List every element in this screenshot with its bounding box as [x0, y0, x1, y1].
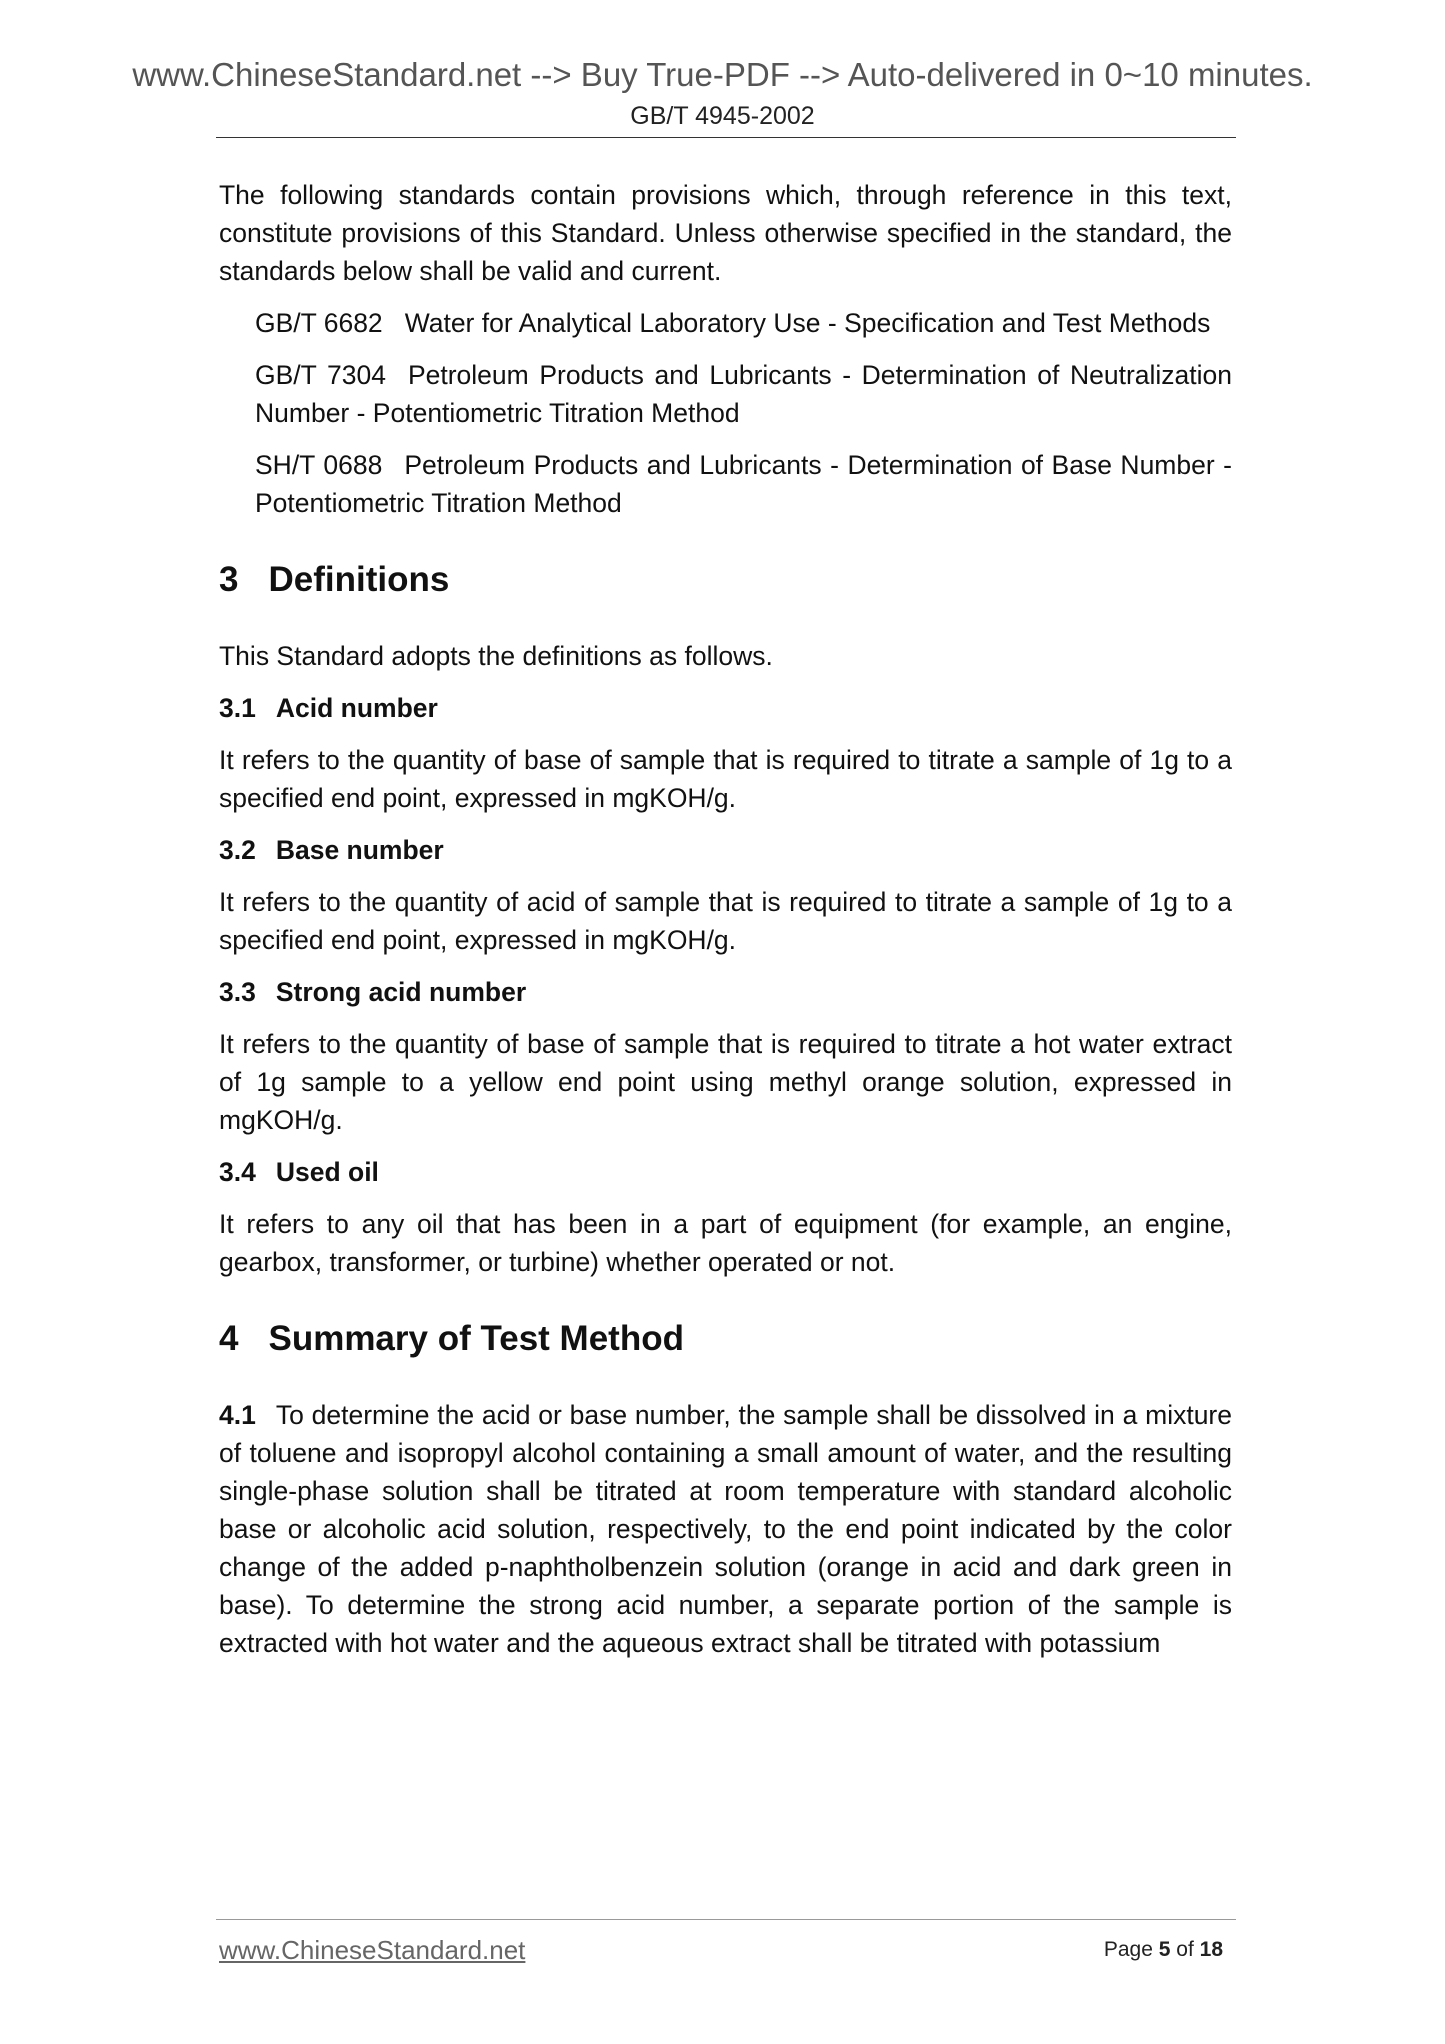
- reference-title: Petroleum Products and Lubricants - Determination of Neutralization Number - Potentiometric Titration Method: [255, 360, 1232, 428]
- reference-code: SH/T 0688: [255, 450, 383, 480]
- definition-number: 3.3: [219, 977, 256, 1007]
- definition-text: It refers to the quantity of acid of sample that is required to titrate a sample of 1g to a specified end point, expressed in mgKOH/g.: [219, 887, 1232, 955]
- header-divider: [216, 137, 1236, 138]
- definition-heading: [219, 689, 1232, 727]
- definition-term: Strong acid number: [275, 977, 527, 1007]
- section-number: 4: [219, 1319, 239, 1358]
- section-heading: [219, 1318, 1232, 1360]
- page-label: Page: [1103, 1938, 1153, 1961]
- header-banner[interactable]: www.ChineseStandard.net --> Buy True-PDF --> Auto-delivered in 0~10 minutes.: [132, 56, 1313, 93]
- reference-code: GB/T 7304: [255, 360, 386, 390]
- page-current: 5: [1158, 1938, 1171, 1961]
- definition-number: 3.4: [219, 1157, 256, 1187]
- definition-number: 3.1: [219, 693, 256, 723]
- reference-item: [255, 356, 1232, 432]
- page-body: [219, 176, 1232, 1662]
- definition-term: Used oil: [275, 1157, 379, 1187]
- definition-term: Acid number: [275, 693, 438, 723]
- definition-text: It refers to any oil that has been in a part of equipment (for example, an engine, gearbox, transformer, or turbine) whether operated or not.: [219, 1209, 1232, 1277]
- footer-divider: [216, 1919, 1236, 1920]
- section-intro: This Standard adopts the definitions as follows.: [219, 641, 773, 671]
- definition-text: It refers to the quantity of base of sample that is required to titrate a sample of 1g to a specified end point, expressed in mgKOH/g.: [219, 745, 1232, 813]
- section-title: Definitions: [268, 560, 450, 599]
- method-paragraph: [219, 1396, 1232, 1662]
- footer-website-link[interactable]: www.ChineseStandard.net: [219, 1935, 526, 1965]
- definition-number: 3.2: [219, 835, 256, 865]
- standard-code: GB/T 4945-2002: [630, 102, 815, 130]
- definition-text: It refers to the quantity of base of sample that is required to titrate a hot water extract of 1g sample to a yellow end point using methyl orange solution, expressed in mgKOH/g.: [219, 1029, 1232, 1135]
- section-number: 3: [219, 560, 239, 599]
- page-of-label: of: [1176, 1938, 1194, 1961]
- definition-heading: [219, 973, 1232, 1011]
- page-number: [1104, 1938, 1223, 1962]
- page-total: 18: [1199, 1938, 1223, 1961]
- section-title: Summary of Test Method: [268, 1319, 684, 1358]
- reference-item: [255, 446, 1232, 522]
- definition-heading: [219, 831, 1232, 869]
- intro-paragraph: The following standards contain provisions which, through reference in this text, constitute provisions of this Standard. Unless otherwise specified in the standard, the standards below shall be valid and current.: [219, 180, 1232, 286]
- reference-title: Petroleum Products and Lubricants - Determination of Base Number - Potentiometric Titration Method: [255, 450, 1233, 518]
- paragraph-text: To determine the acid or base number, the sample shall be dissolved in a mixture of toluene and isopropyl alcohol containing a small amount of water, and the resulting single-phase solution shall be titrated at room temperature with standard alcoholic base or alcoholic acid solution, respectively, to the end point indicated by the color change of the added p-naphtholbenzein solution (orange in acid and dark green in base). To determine the strong acid number, a separate portion of the sample is extracted with hot water and the aqueous extract shall be titrated with potassium: [219, 1400, 1232, 1658]
- definition-heading: [219, 1153, 1232, 1191]
- definition-term: Base number: [275, 835, 444, 865]
- paragraph-number: 4.1: [219, 1400, 256, 1430]
- reference-title: Water for Analytical Laboratory Use - Specification and Test Methods: [404, 308, 1211, 338]
- section-heading: [219, 559, 1232, 601]
- reference-code: GB/T 6682: [255, 308, 383, 338]
- reference-item: [255, 304, 1232, 342]
